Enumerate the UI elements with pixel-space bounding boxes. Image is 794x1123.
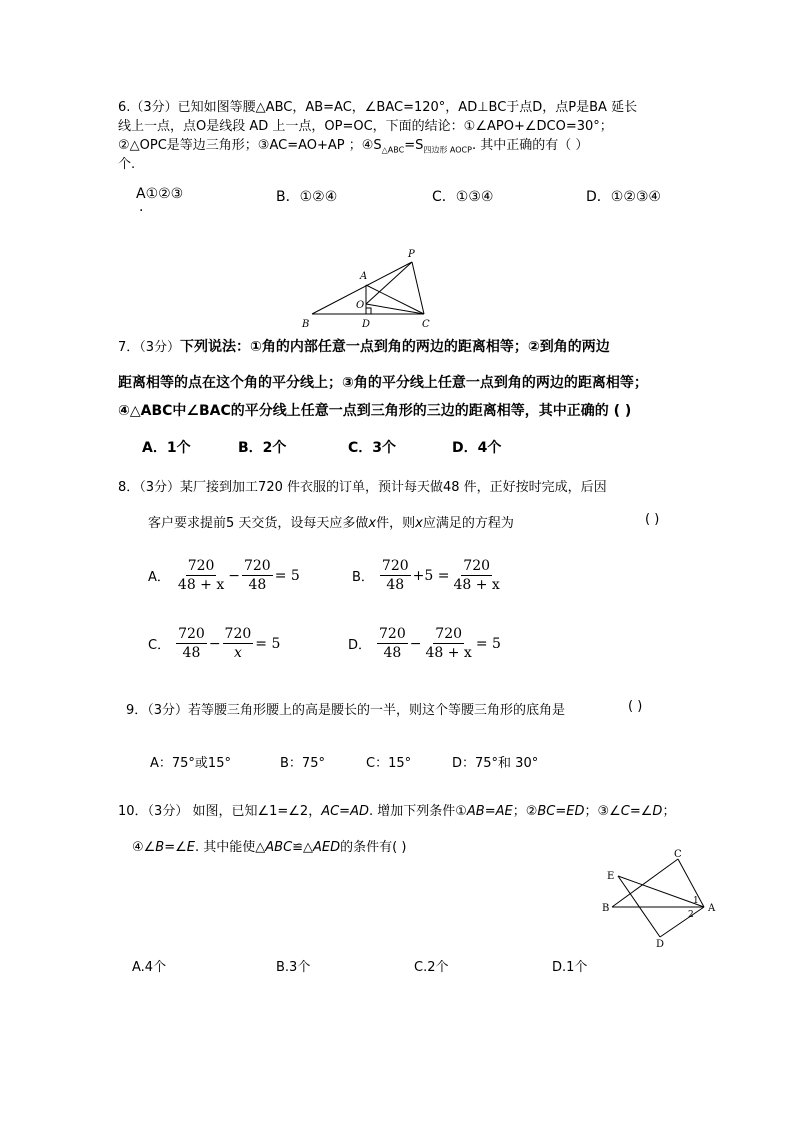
q9-option-c: C：15° — [366, 756, 412, 771]
q6-option-b: B．①②④ — [276, 189, 338, 205]
q8-option-c: C． $\frac{720}{48}$ − $\frac{720}{x}$ = 5 — [148, 626, 281, 661]
segment-pc — [412, 262, 424, 314]
label-d: D — [362, 319, 371, 330]
q7-line-2: 距离相等的点在这个角的平分线上；③角的平分线上任意一点到角的两边的距离相等； — [118, 375, 648, 391]
q10-option-d: D.1个 — [552, 960, 588, 975]
label-o: O — [356, 300, 365, 311]
q10-option-a: A.4个 — [132, 960, 167, 975]
q10-line-1: 10．（3分） 如图，已知∠1=∠2，AC=AD. 增加下列条件①AB=AE；②BC=ED；③∠C=∠D； — [118, 804, 676, 819]
q8-answer-paren: ( ) — [645, 512, 660, 527]
q9-option-d: D：75°和 30° — [452, 756, 539, 771]
q9-stem: 9．（3分）若等腰三角形腰上的高是腰长的一半，则这个等腰三角形的底角是 — [126, 703, 566, 718]
label-d: D — [656, 939, 665, 950]
segment-oc — [366, 304, 424, 314]
q10-triangle-figure — [596, 846, 726, 950]
q10-option-b: B.3个 — [276, 960, 311, 975]
segment-ac — [366, 285, 424, 314]
q8-line-2: 客户要求提前5 天交货，设每天应多做x件，则x应满足的方程为 — [148, 516, 514, 531]
right-angle-mark — [366, 308, 371, 314]
label-e: E — [607, 871, 615, 882]
segment-ea — [618, 876, 704, 907]
label-c: C — [674, 849, 682, 860]
segment-po — [366, 262, 412, 304]
label-a: A — [360, 271, 368, 282]
label-b: B — [602, 903, 610, 914]
label-a: A — [708, 903, 716, 914]
q10-option-c: C.2个 — [414, 960, 449, 975]
label-angle-2: 2 — [688, 910, 694, 920]
q6-option-a-dot: . — [139, 199, 144, 215]
q6-line-4: 个. — [118, 157, 136, 172]
q6-triangle-figure — [296, 244, 446, 332]
q7-option-a: A．1个 — [142, 440, 191, 456]
q10-line-2: ④∠B=∠E. 其中能使△ABC≌△AED的条件有( ) — [132, 840, 407, 855]
q7-option-b: B．2个 — [238, 440, 287, 456]
q8-option-a: A． $\frac{720}{48 + x}$ − $\frac{720}{48}$ = 5 — [148, 558, 300, 593]
q6-line-2: 线上一点，点O是线段 AD 上一点，OP=OC，下面的结论：①∠APO+∠DCO=30°； — [118, 119, 613, 134]
q7-option-c: C．3个 — [348, 440, 397, 456]
segment-ca — [678, 859, 704, 907]
q6-line-3: ②△OPC是等边三角形；③AC=AO+AP ；$④S_{\triangle ABC}=S_{四边形 AOCP}$. 其中正确的有（ ） — [118, 138, 589, 155]
q9-answer-paren: ( ) — [628, 699, 643, 714]
segment-bc — [612, 859, 678, 907]
q7-line-1: 7．（3分）下列说法：①角的内部任意一点到角的两边的距离相等；②到角的两边 — [118, 339, 610, 355]
label-b: B — [302, 319, 310, 330]
q6-option-c: C．①③④ — [432, 189, 494, 205]
q8-line-1: 8．（3分）某厂接到加工720 件衣服的订单，预计每天做48 件，正好按时完成，后因 — [118, 480, 607, 495]
label-c: C — [422, 319, 430, 330]
q6-option-a: A①②③ — [136, 186, 184, 202]
q9-option-a: A：75°或15° — [150, 756, 231, 771]
q9-option-b: B：75° — [280, 756, 325, 771]
q6-option-d: D．①②③④ — [586, 189, 661, 205]
q7-option-d: D．4个 — [452, 440, 502, 456]
label-angle-1: 1 — [693, 896, 699, 906]
q8-option-b: B． $\frac{720}{48}$ +5 = $\frac{720}{48 + x}$ — [352, 558, 500, 593]
segment-da — [660, 907, 704, 937]
q8-option-d: D． $\frac{720}{48}$ − $\frac{720}{48 + x}$ = 5 — [348, 626, 501, 661]
q6-line-1: 6.（3分）已知如图等腰△ABC，AB=AC，∠BAC=120°，AD⊥BC于点D，点P是BA 延长 — [118, 100, 638, 115]
q7-line-3: ④△ABC中∠BAC的平分线上任意一点到三角形的三边的距离相等，其中正确的 ( ) — [118, 403, 632, 419]
label-p: P — [408, 249, 415, 260]
